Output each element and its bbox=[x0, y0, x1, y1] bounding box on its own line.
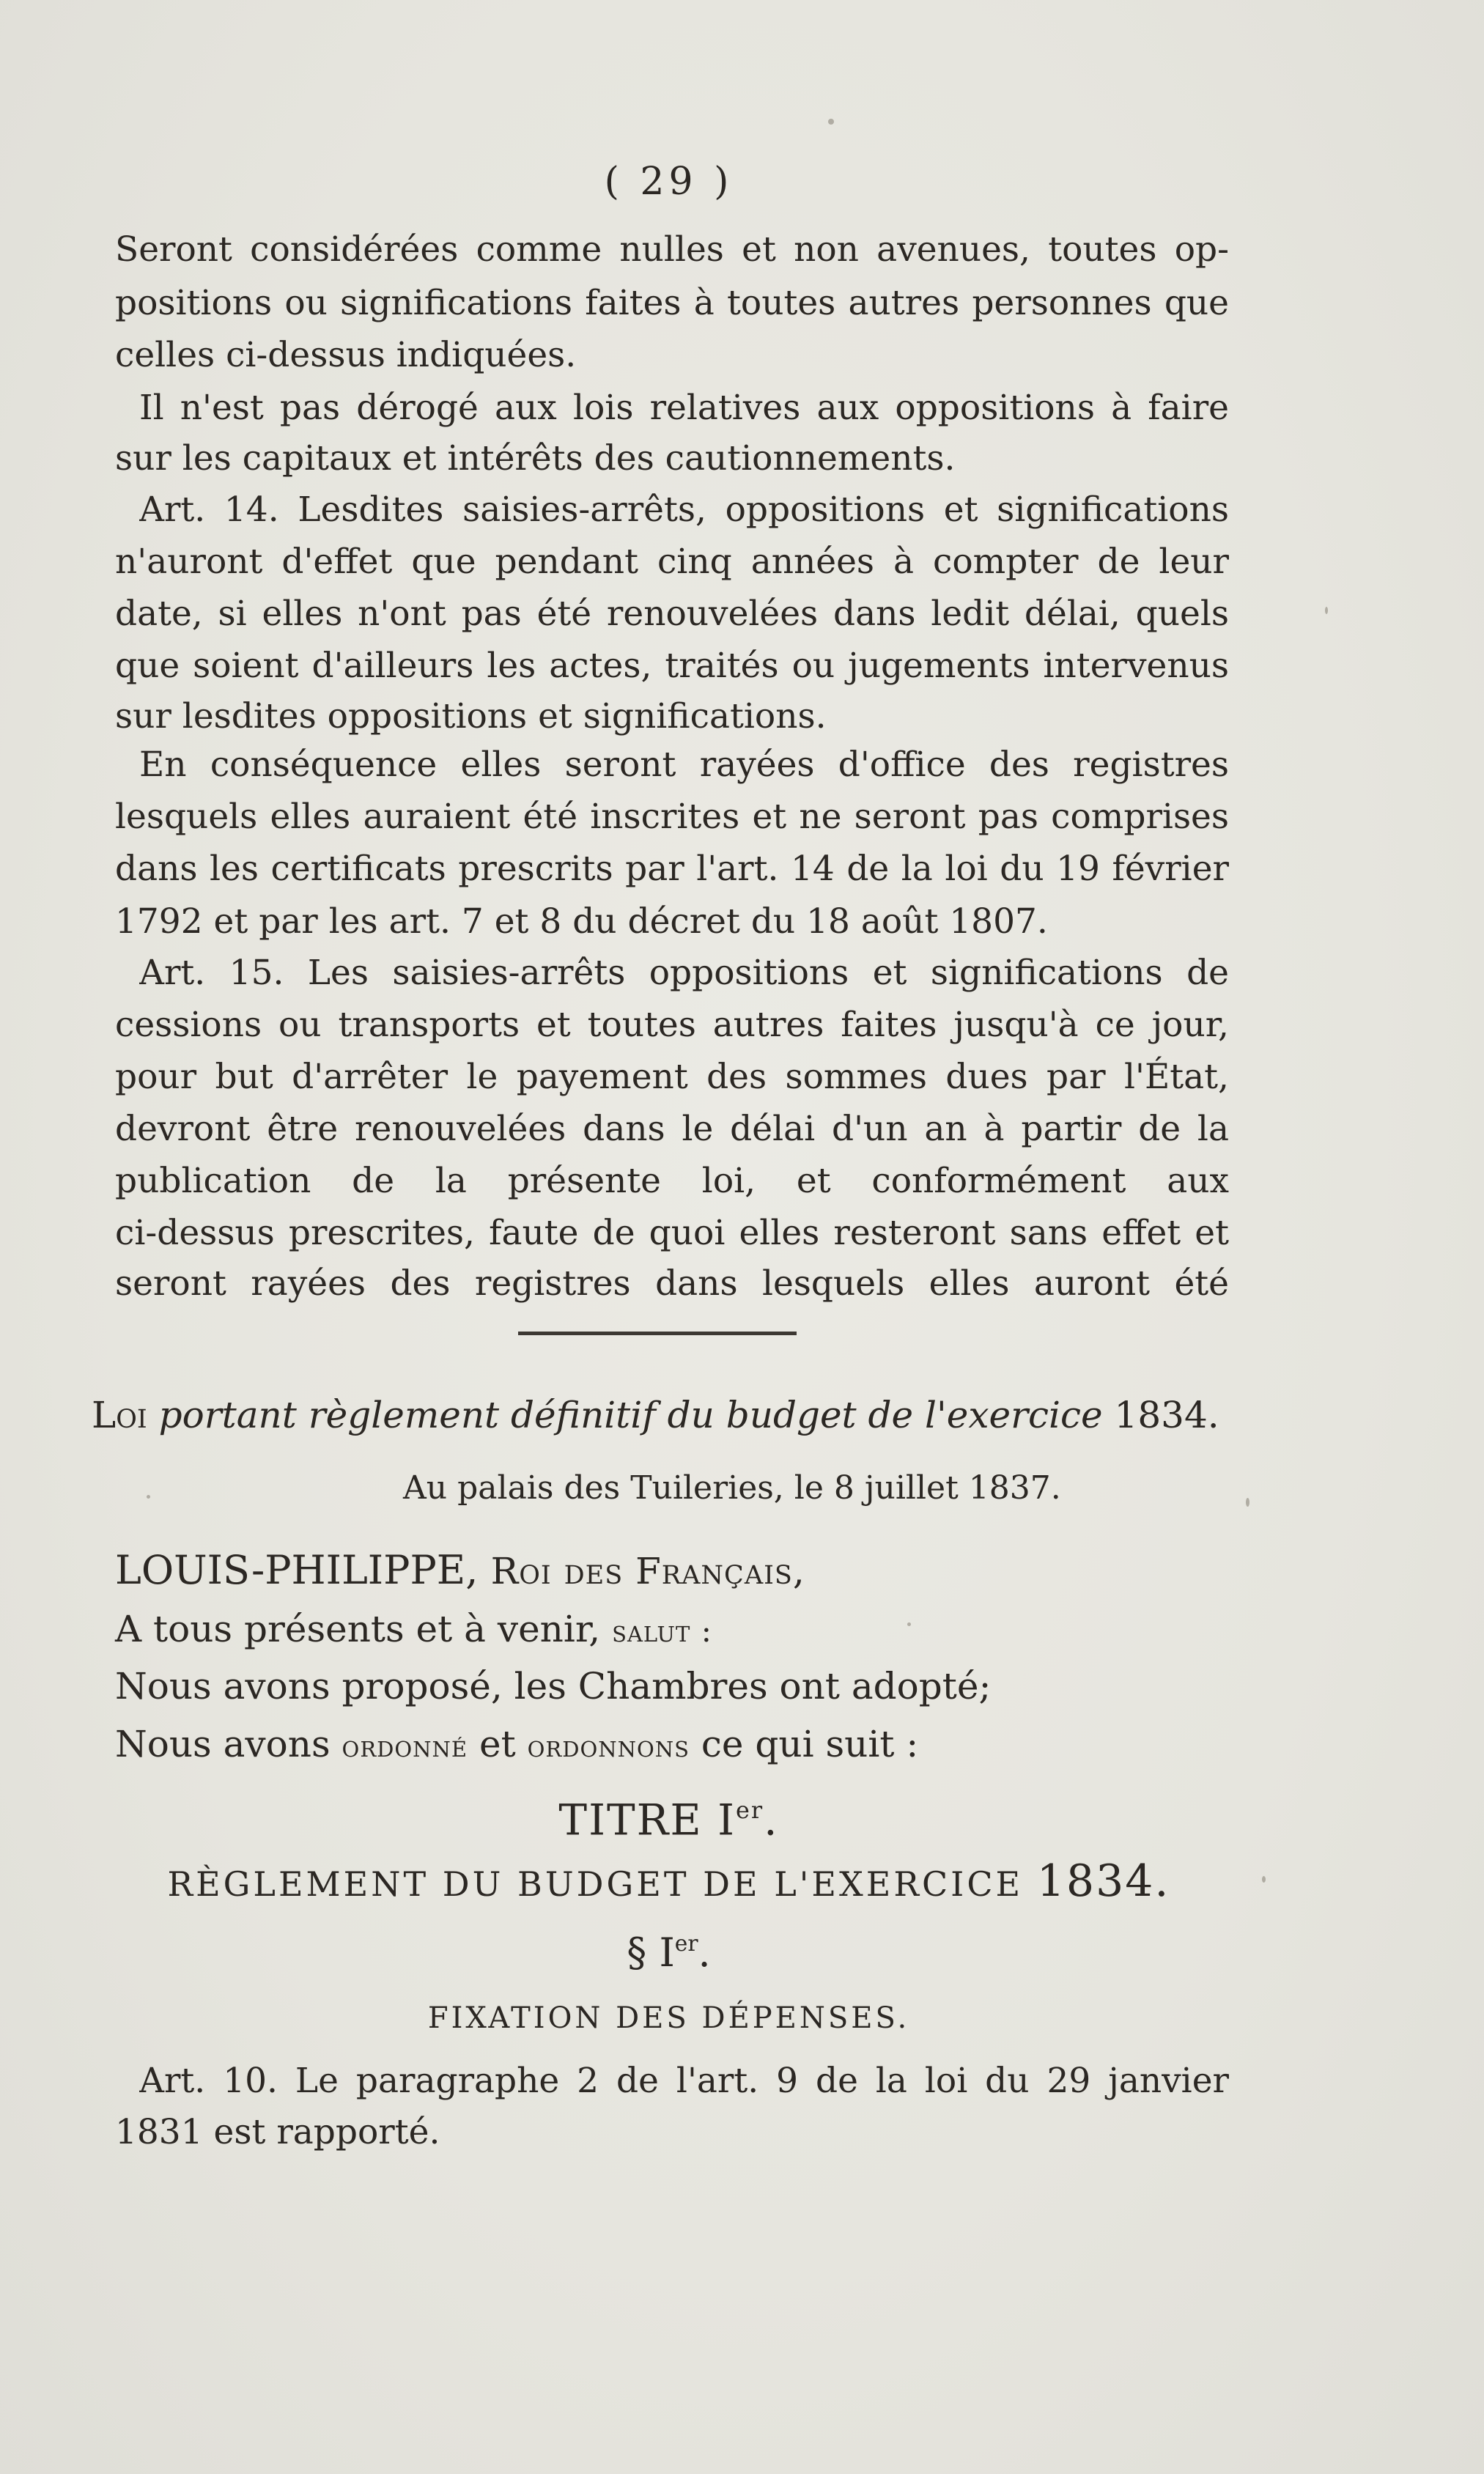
paper-speck bbox=[1325, 607, 1328, 614]
text-line: 1831 est rapporté. bbox=[115, 2112, 440, 2152]
text-line: Art. 15. Les saisies-arrêts oppositions et significations de bbox=[139, 953, 1229, 993]
text-line: dans les certificats prescrits par l'art. 14 de la loi du 19 février bbox=[115, 849, 1229, 889]
order-ordonnons: ordonnons bbox=[527, 1728, 690, 1764]
section-end: . bbox=[698, 1929, 711, 1976]
paper-speck bbox=[828, 119, 834, 125]
text-line: Il n'est pas dérogé aux lois relatives aux oppositions à faire bbox=[139, 388, 1229, 428]
decree-king-line bbox=[115, 1545, 805, 1597]
section-label: § I bbox=[627, 1929, 675, 1976]
fixation-heading: FIXATION DES DÉPENSES. bbox=[427, 2001, 910, 2035]
text-line: publication de la présente loi, et conformément aux bbox=[115, 1161, 1229, 1201]
text-line: que soient d'ailleurs les actes, traités ou jugements intervenus bbox=[115, 646, 1229, 686]
reglement-year: 1834. bbox=[1036, 1856, 1170, 1907]
text-line: Art. 14. Lesdites saisies-arrêts, oppositions et significations bbox=[139, 490, 1229, 530]
text-line: cessions ou transports et toutes autres faites jusqu'à ce jour, bbox=[115, 1005, 1229, 1045]
text-line: sur les capitaux et intérêts des cautionnements. bbox=[115, 438, 956, 479]
order-text-1: Nous avons bbox=[115, 1723, 331, 1765]
text-line: n'auront d'effet que pendant cinq années à compter de leur bbox=[115, 542, 1229, 582]
greeting-salut: salut : bbox=[612, 1613, 712, 1649]
section-divider bbox=[518, 1332, 797, 1335]
page-number: ( 29 ) bbox=[604, 160, 734, 204]
text-line: sur lesdites oppositions et significations. bbox=[115, 696, 827, 736]
law-title-year: 1834. bbox=[1114, 1394, 1219, 1436]
text-line: devront être renouvelées dans le délai d'un an à partir de la bbox=[115, 1109, 1229, 1149]
section-heading bbox=[0, 1916, 1337, 1981]
order-ordonne: ordonné bbox=[342, 1728, 468, 1764]
text-line: En conséquence elles seront rayées d'office des registres bbox=[139, 745, 1229, 785]
decree-order-line bbox=[115, 1718, 918, 1772]
order-text-3: et bbox=[479, 1723, 516, 1765]
titre-heading bbox=[0, 1781, 1337, 1849]
king-name: LOUIS-PHILIPPE, bbox=[115, 1547, 479, 1593]
king-title: Roi des Français, bbox=[490, 1550, 805, 1592]
law-title bbox=[92, 1389, 1235, 1441]
titre-sup: er bbox=[736, 1796, 764, 1824]
law-title-prefix: Loi bbox=[92, 1394, 147, 1436]
text-line: Seront considérées comme nulles et non avenues, toutes op- bbox=[115, 229, 1229, 270]
order-text-5: ce qui suit : bbox=[701, 1723, 919, 1765]
reglement-heading bbox=[0, 1856, 1337, 1910]
titre-end: . bbox=[764, 1795, 779, 1845]
text-line: Art. 10. Le paragraphe 2 de l'art. 9 de la loi du 29 janvier bbox=[139, 2061, 1229, 2101]
paper-speck bbox=[907, 1622, 911, 1626]
greeting-text: A tous présents et à venir, bbox=[115, 1608, 601, 1650]
text-line: 1792 et par les art. 7 et 8 du décret du 18 août 1807. bbox=[115, 901, 1048, 942]
reglement-label: RÈGLEMENT DU BUDGET DE L'EXERCICE bbox=[167, 1864, 1024, 1904]
text-line: date, si elles n'ont pas été renouvelées dans ledit délai, quels bbox=[115, 594, 1229, 634]
decree-proposed-line: Nous avons proposé, les Chambres ont adopté; bbox=[115, 1665, 992, 1707]
text-line: positions ou significations faites à toutes autres personnes que bbox=[115, 283, 1229, 323]
titre-label: TITRE I bbox=[558, 1795, 737, 1845]
paper-speck bbox=[1262, 1876, 1266, 1883]
section-sup: er bbox=[674, 1931, 698, 1957]
decree-greeting-line bbox=[115, 1603, 712, 1657]
law-title-text: portant règlement définitif du budget de l'exercice bbox=[158, 1394, 1103, 1436]
text-line: ci-dessus prescrites, faute de quoi elles resteront sans effet et bbox=[115, 1213, 1229, 1253]
text-line: seront rayées des registres dans lesquels elles auront été bbox=[115, 1263, 1229, 1304]
dateline: Au palais des Tuileries, le 8 juillet 1837. bbox=[403, 1469, 1061, 1507]
text-line: celles ci-dessus indiquées. bbox=[115, 335, 577, 375]
text-line: lesquels elles auraient été inscrites et ne seront pas comprises bbox=[115, 797, 1229, 837]
paper-speck bbox=[1246, 1498, 1249, 1507]
text-line: pour but d'arrêter le payement des sommes dues par l'État, bbox=[115, 1057, 1229, 1097]
paper-speck bbox=[147, 1495, 150, 1499]
